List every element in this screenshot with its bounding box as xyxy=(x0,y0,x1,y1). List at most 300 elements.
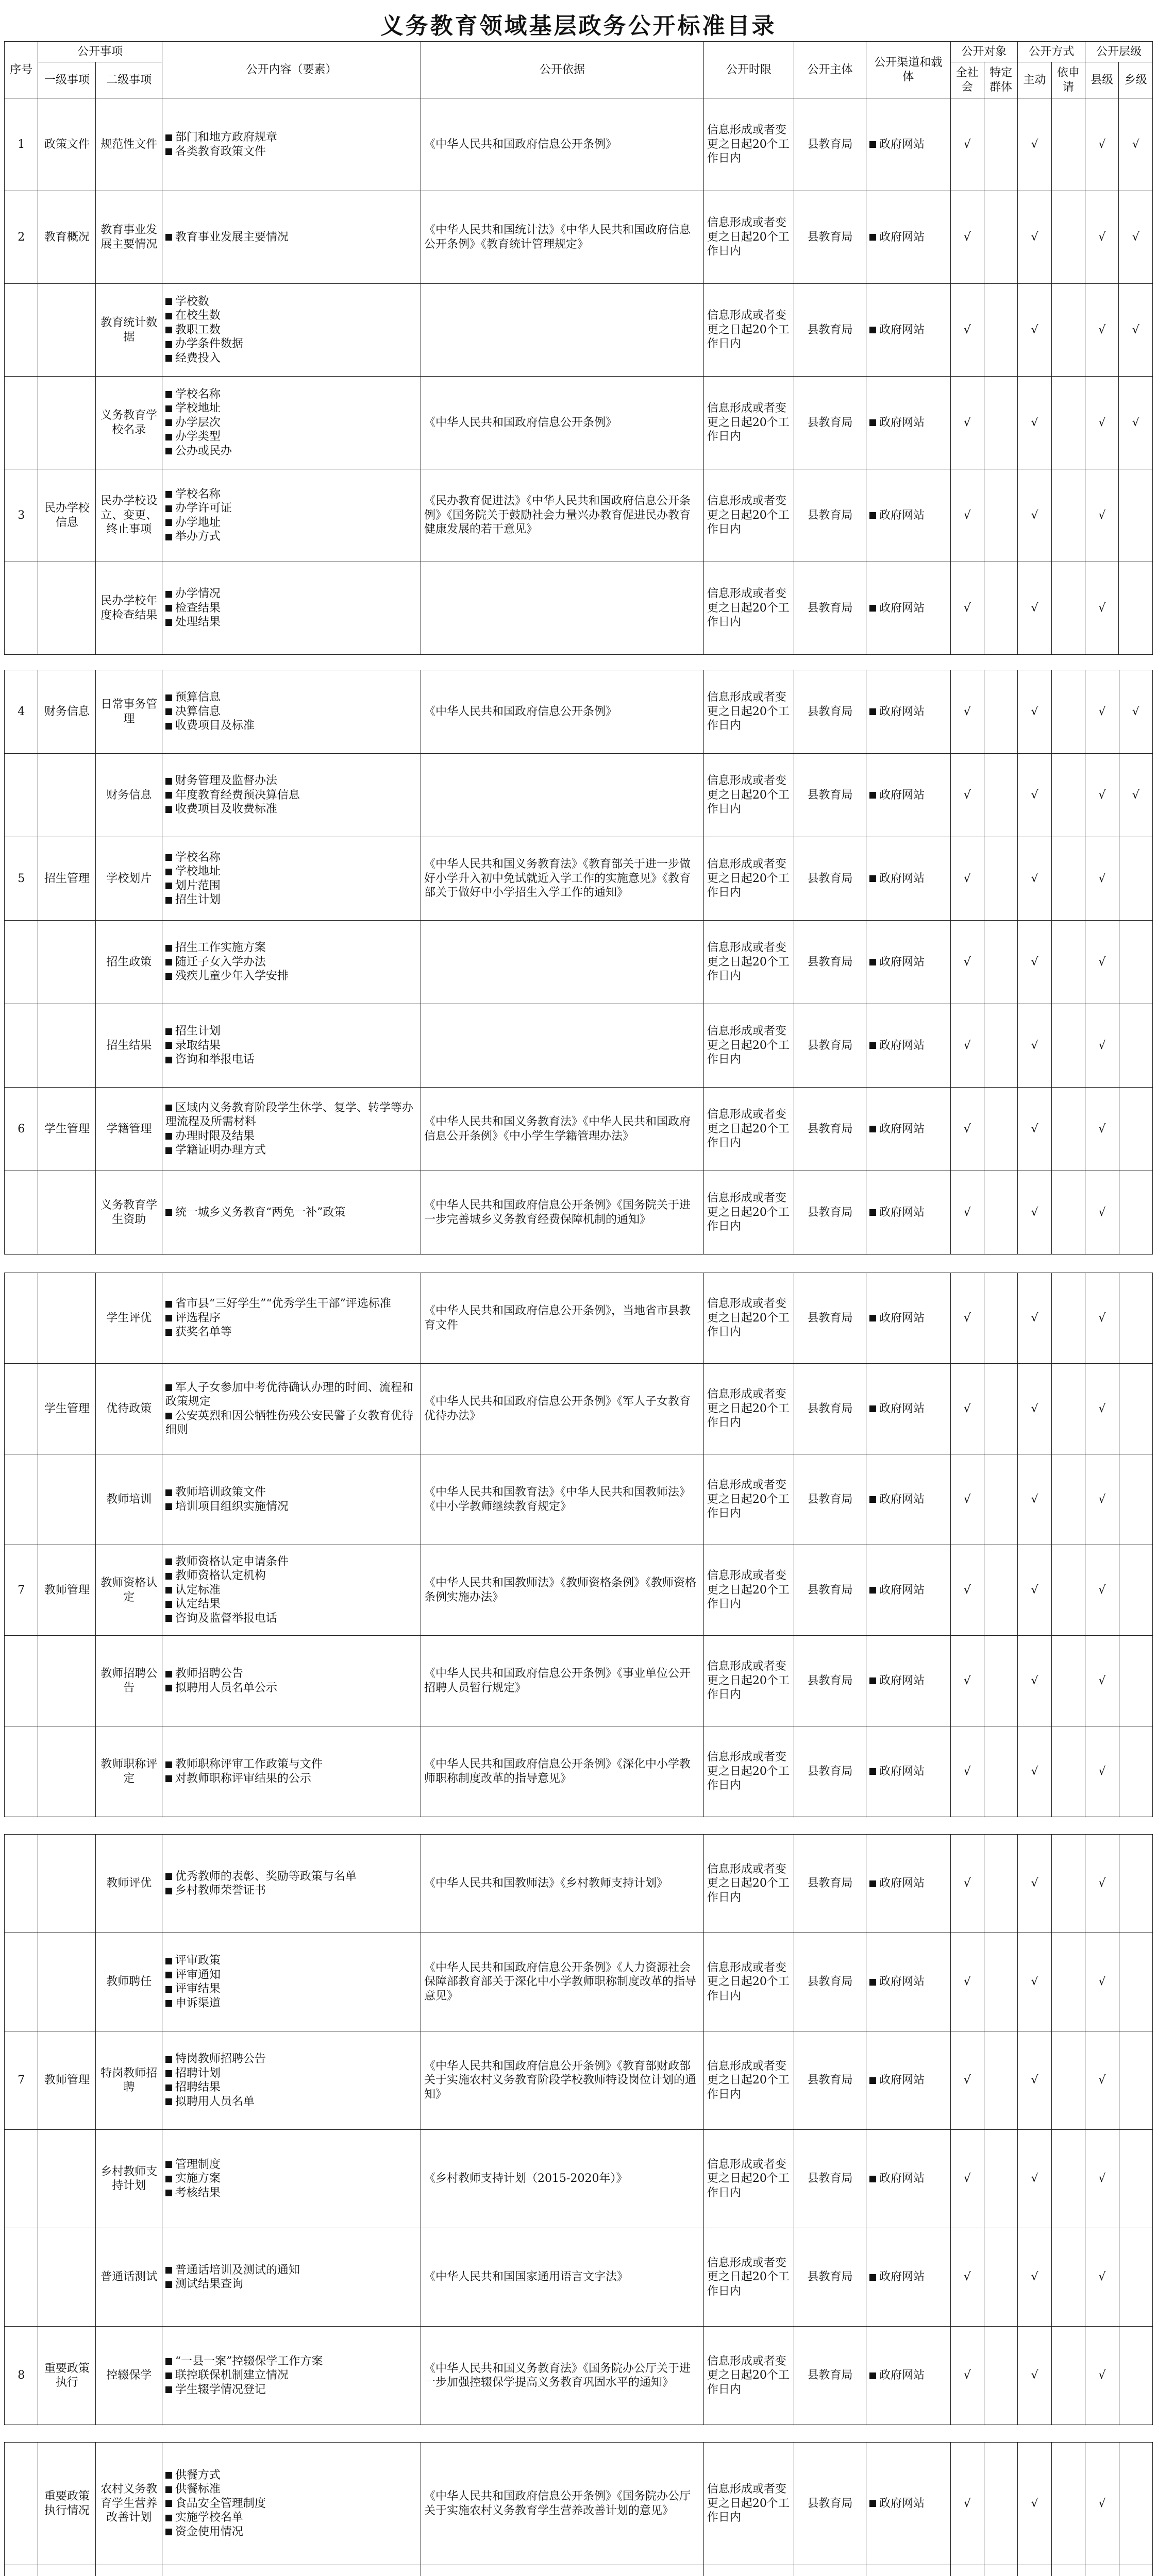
row-l2: 民办学校年度检查结果 xyxy=(96,562,162,655)
row-check-mark xyxy=(984,2031,1017,2130)
row-subject: 县教育局 xyxy=(794,191,866,284)
content-item-text: 预算信息 xyxy=(175,691,221,704)
content-item xyxy=(165,1039,417,1053)
content-item xyxy=(165,2095,417,2109)
content-item-text: 录取结果 xyxy=(175,1039,221,1052)
content-item-text: 统一城乡义务教育“两免一补”政策 xyxy=(175,1206,346,1219)
bullet-square-icon xyxy=(165,491,172,498)
row-time: 信息形成或者变更之日起20个工作日内 xyxy=(703,191,794,284)
row-time: 信息形成或者变更之日起20个工作日内 xyxy=(703,284,794,377)
row-seq xyxy=(5,1364,38,1454)
channel-text: 政府网站 xyxy=(879,1877,925,1890)
row-check-mark xyxy=(1119,1835,1152,1933)
bullet-square-icon xyxy=(869,792,876,799)
row-check-mark: √ xyxy=(1018,1364,1051,1454)
table-row xyxy=(5,921,1153,1004)
content-item xyxy=(165,387,417,402)
row-check-mark xyxy=(1119,2565,1152,2576)
row-check-mark xyxy=(1119,1171,1152,1255)
content-item-text: 区域内义务教育阶段学生休学、复学、转学等办理流程及所需材料 xyxy=(165,1101,413,1128)
row-l2: 特岗教师招聘 xyxy=(96,2031,162,2130)
row-basis: 《中华人民共和国政府信息公开条例》《深化中小学教师职称制度改革的指导意见》 xyxy=(421,1726,704,1817)
content-item-text: 残疾儿童少年入学安排 xyxy=(175,970,289,983)
row-seq xyxy=(5,2565,38,2576)
row-check-mark: √ xyxy=(1018,2031,1051,2130)
bullet-square-icon xyxy=(165,148,172,155)
row-l1: 财务信息 xyxy=(38,670,96,754)
row-l2: 教育统计数据 xyxy=(96,284,162,377)
content-item xyxy=(165,1772,417,1786)
row-check-mark xyxy=(984,284,1017,377)
row-check-mark xyxy=(984,1171,1017,1255)
row-l2: 民办学校设立、变更、终止事项 xyxy=(96,469,162,562)
row-time: 信息形成或者变更之日起20个工作日内 xyxy=(703,1364,794,1454)
bullet-square-icon xyxy=(869,1209,876,1216)
channel-text: 政府网站 xyxy=(879,1493,925,1506)
channel-text: 政府网站 xyxy=(879,705,925,718)
table-row xyxy=(5,98,1153,191)
row-check-mark: √ xyxy=(1018,191,1051,284)
row-check-mark: √ xyxy=(1085,2327,1119,2425)
bullet-square-icon xyxy=(165,1133,172,1140)
table-row xyxy=(5,1004,1153,1088)
row-l1 xyxy=(38,1835,96,1933)
table-row xyxy=(5,1454,1153,1545)
row-content xyxy=(162,1004,421,1088)
content-item-text: 办学许可证 xyxy=(175,502,232,515)
content-item xyxy=(165,516,417,530)
content-item-text: 军人子女参加中考优待确认办理的时间、流程和政策规定 xyxy=(165,1381,413,1408)
content-item xyxy=(165,2354,417,2369)
row-content xyxy=(162,98,421,191)
table-row xyxy=(5,562,1153,655)
row-subject: 县教育局 xyxy=(794,670,866,754)
row-channel xyxy=(866,1636,950,1726)
row-seq xyxy=(5,562,38,655)
bullet-square-icon xyxy=(869,2176,876,2182)
row-l1 xyxy=(38,754,96,837)
bullet-square-icon xyxy=(869,605,876,612)
row-seq: 1 xyxy=(5,98,38,191)
row-time: 信息形成或者变更之日起20个工作日内 xyxy=(703,1171,794,1255)
row-basis: 《中华人民共和国政府信息公开条例》 xyxy=(421,377,704,469)
row-check-mark: √ xyxy=(1085,921,1119,1004)
row-check-mark xyxy=(984,377,1017,469)
content-item xyxy=(165,2525,417,2539)
channel-text: 政府网站 xyxy=(879,1674,925,1687)
bullet-square-icon xyxy=(165,1209,172,1216)
bullet-square-icon xyxy=(165,355,172,362)
header-mode_active: 主动 xyxy=(1018,62,1051,98)
row-check-mark xyxy=(984,1364,1017,1454)
table-row xyxy=(5,284,1153,377)
row-seq xyxy=(5,1933,38,2031)
row-time: 信息形成或者变更之日起20个工作日内 xyxy=(703,1726,794,1817)
content-item xyxy=(165,865,417,879)
bullet-square-icon xyxy=(869,1496,876,1503)
bullet-square-icon xyxy=(165,591,172,598)
bullet-square-icon xyxy=(165,1615,172,1622)
bullet-square-icon xyxy=(869,2500,876,2507)
row-check-mark: √ xyxy=(950,2031,984,2130)
bullet-square-icon xyxy=(165,1685,172,1691)
header-level: 公开层级 xyxy=(1085,42,1153,62)
row-content xyxy=(162,837,421,921)
bullet-square-icon xyxy=(165,505,172,512)
content-item-text: 部门和地方政府规章 xyxy=(175,131,277,144)
row-l2: 控辍保学 xyxy=(96,2327,162,2425)
row-check-mark xyxy=(1051,2327,1085,2425)
bullet-square-icon xyxy=(165,959,172,965)
row-check-mark xyxy=(1051,1454,1085,1545)
catalog-table xyxy=(4,2442,1153,2576)
row-check-mark xyxy=(1051,837,1085,921)
row-time: 信息形成或者变更之日起20个工作日内 xyxy=(703,2031,794,2130)
content-item xyxy=(165,1555,417,1569)
bullet-square-icon xyxy=(165,1986,172,1993)
bullet-square-icon xyxy=(869,234,876,241)
row-check-mark: √ xyxy=(1018,1088,1051,1171)
content-item-text: 管理制度 xyxy=(175,2158,221,2171)
channel-text: 政府网站 xyxy=(879,872,925,885)
row-check-mark: √ xyxy=(1018,284,1051,377)
row-content xyxy=(162,1933,421,2031)
row-channel xyxy=(866,921,950,1004)
row-check-mark xyxy=(1119,1636,1152,1726)
row-basis: 《中华人民共和国义务教育法》《教育部关于进一步做好小学升入初中免试就近入学工作的实施意见》《教育部关于做好中小学招生入学工作的通知》 xyxy=(421,837,704,921)
row-check-mark xyxy=(984,2443,1017,2565)
row-seq xyxy=(5,1273,38,1364)
channel-text: 政府网站 xyxy=(879,2270,925,2284)
row-content xyxy=(162,2327,421,2425)
row-seq: 3 xyxy=(5,469,38,562)
row-channel xyxy=(866,754,950,837)
row-basis: 《中华人民共和国统计法》《中华人民共和国政府信息公开条例》《教育统计管理规定》 xyxy=(421,191,704,284)
row-check-mark: √ xyxy=(1018,1726,1051,1817)
row-l1: 教师管理 xyxy=(38,2031,96,2130)
row-channel xyxy=(866,2565,950,2576)
row-content xyxy=(162,377,421,469)
row-basis: 《乡村教师支持计划（2015-2020年）》 xyxy=(421,2130,704,2228)
bullet-square-icon xyxy=(165,1315,172,1321)
row-seq: 8 xyxy=(5,2327,38,2425)
table-row xyxy=(5,1273,1153,1364)
row-subject: 县教育局 xyxy=(794,1004,866,1088)
bullet-square-icon xyxy=(165,534,172,540)
row-check-mark xyxy=(1119,921,1152,1004)
row-basis: 《中华人民共和国教师法》《乡村教师支持计划》 xyxy=(421,1835,704,1933)
content-item xyxy=(165,1870,417,1884)
content-item-text: 联控联保机制建立情况 xyxy=(175,2369,289,2382)
row-check-mark: √ xyxy=(1018,1835,1051,1933)
content-item-text: “一县一案”控辍保学工作方案 xyxy=(175,2354,323,2368)
row-check-mark xyxy=(1051,469,1085,562)
row-time: 信息形成或者变更之日起20个工作日内 xyxy=(703,562,794,655)
row-check-mark: √ xyxy=(950,1004,984,1088)
row-check-mark xyxy=(984,562,1017,655)
row-content xyxy=(162,754,421,837)
content-item-text: 检查结果 xyxy=(175,601,221,615)
row-l2: 教师评优 xyxy=(96,1835,162,1933)
table-row xyxy=(5,1726,1153,1817)
row-l2: 教师职称评定 xyxy=(96,1726,162,1817)
row-time: 信息形成或者变更之日起20个工作日内 xyxy=(703,469,794,562)
header-target: 公开对象 xyxy=(950,42,1018,62)
row-seq: 6 xyxy=(5,1088,38,1171)
row-check-mark xyxy=(1051,377,1085,469)
row-subject: 县教育局 xyxy=(794,469,866,562)
row-check-mark: √ xyxy=(950,2327,984,2425)
row-check-mark: √ xyxy=(950,562,984,655)
row-check-mark: √ xyxy=(1018,1273,1051,1364)
content-item-text: 测试结果查询 xyxy=(175,2278,243,2291)
content-item-text: 教师资格认定机构 xyxy=(175,1569,266,1583)
content-item-text: 咨询及监督举报电话 xyxy=(175,1612,277,1625)
channel-text: 政府网站 xyxy=(879,2172,925,2185)
row-time: 信息形成或者变更之日起20个工作日内 xyxy=(703,1273,794,1364)
row-time: 信息形成或者变更之日起20个工作日内 xyxy=(703,1835,794,1933)
row-check-mark: √ xyxy=(1085,1273,1119,1364)
table-row xyxy=(5,1545,1153,1636)
content-item xyxy=(165,2052,417,2066)
row-subject: 县教育局 xyxy=(794,1088,866,1171)
row-check-mark: √ xyxy=(1018,2228,1051,2327)
header-level_town: 乡级 xyxy=(1119,62,1153,98)
row-l2: 优待政策 xyxy=(96,1364,162,1454)
content-item-text: 拟聘用人员名单公示 xyxy=(175,1681,277,1694)
row-content xyxy=(162,670,421,754)
content-item-text: 处理结果 xyxy=(175,616,221,629)
row-check-mark: √ xyxy=(1085,562,1119,655)
row-check-mark: √ xyxy=(1119,377,1153,469)
row-check-mark xyxy=(1119,2130,1152,2228)
content-item xyxy=(165,969,417,984)
row-check-mark: √ xyxy=(1085,1726,1119,1817)
content-item-text: 决算信息 xyxy=(175,705,221,718)
header-matter_l1: 一级事项 xyxy=(38,62,96,98)
row-content xyxy=(162,191,421,284)
row-content xyxy=(162,2130,421,2228)
content-item-text: 乡村教师荣誉证书 xyxy=(175,1884,266,1897)
row-check-mark xyxy=(1119,562,1153,655)
header-seq: 序号 xyxy=(5,42,38,98)
row-channel xyxy=(866,1364,950,1454)
channel-text: 政府网站 xyxy=(879,955,925,969)
bullet-square-icon xyxy=(165,897,172,904)
row-check-mark: √ xyxy=(1085,469,1119,562)
bullet-square-icon xyxy=(165,298,172,305)
row-check-mark: √ xyxy=(1085,1364,1119,1454)
row-check-mark: √ xyxy=(1085,670,1119,754)
row-check-mark xyxy=(984,921,1017,1004)
content-item xyxy=(165,1681,417,1696)
row-l2: 乡村教师支持计划 xyxy=(96,2130,162,2228)
channel-text: 政府网站 xyxy=(879,2497,925,2510)
row-l2: 义务教育学校名录 xyxy=(96,377,162,469)
row-l1 xyxy=(38,921,96,1004)
content-item xyxy=(165,851,417,865)
row-check-mark: √ xyxy=(1018,2327,1051,2425)
content-item xyxy=(165,1612,417,1626)
bullet-square-icon xyxy=(165,1413,172,1419)
row-content xyxy=(162,1636,421,1726)
row-check-mark xyxy=(1051,921,1085,1004)
row-check-mark xyxy=(1119,1726,1152,1817)
row-check-mark: √ xyxy=(1085,1545,1119,1636)
content-item-text: 财务管理及监督办法 xyxy=(175,774,277,788)
content-item-text: 申诉渠道 xyxy=(175,1996,221,2010)
row-check-mark xyxy=(1051,1933,1085,2031)
row-l1: 招生管理 xyxy=(38,837,96,921)
row-seq xyxy=(5,754,38,837)
row-time: 信息形成或者变更之日起20个工作日内 xyxy=(703,1933,794,2031)
content-item xyxy=(165,1053,417,1067)
content-item xyxy=(165,501,417,516)
bullet-square-icon xyxy=(165,519,172,526)
header-time: 公开时限 xyxy=(703,42,794,98)
row-check-mark: √ xyxy=(1085,377,1119,469)
row-time: 信息形成或者变更之日起20个工作日内 xyxy=(703,1636,794,1726)
bullet-square-icon xyxy=(165,2190,172,2196)
row-check-mark: √ xyxy=(1085,98,1119,191)
content-item-text: 评选程序 xyxy=(175,1311,221,1325)
row-seq xyxy=(5,2228,38,2327)
bullet-square-icon xyxy=(165,1873,172,1880)
row-seq xyxy=(5,921,38,1004)
content-item-text: 招生计划 xyxy=(175,1025,221,1038)
row-l1: 学生管理 xyxy=(38,1088,96,1171)
bullet-square-icon xyxy=(165,2056,172,2063)
row-l2: 学校划片 xyxy=(96,837,162,921)
channel-text: 政府网站 xyxy=(879,1206,925,1219)
header-matter: 公开事项 xyxy=(38,42,162,62)
row-check-mark xyxy=(984,2228,1017,2327)
bullet-square-icon xyxy=(165,1761,172,1768)
content-item xyxy=(165,1409,417,1437)
content-item-text: 办理时限及结果 xyxy=(175,1129,255,1143)
row-check-mark xyxy=(1051,1545,1085,1636)
bullet-square-icon xyxy=(165,1888,172,1894)
row-check-mark: √ xyxy=(1018,1545,1051,1636)
row-channel xyxy=(866,191,950,284)
bullet-square-icon xyxy=(165,2070,172,2077)
row-content xyxy=(162,1171,421,1255)
row-check-mark xyxy=(1051,754,1085,837)
channel-text: 政府网站 xyxy=(879,1765,925,1778)
row-basis: 《中华人民共和国教育法》《中华人民共和国教师法》《中小学教师继续教育规定》 xyxy=(421,1454,704,1545)
row-l1 xyxy=(38,1004,96,1088)
content-item-text: 实施方案 xyxy=(175,2172,221,2185)
row-subject: 县教育局 xyxy=(794,1545,866,1636)
row-time: 信息形成或者变更之日起20个工作日内 xyxy=(703,1545,794,1636)
bullet-square-icon xyxy=(869,1677,876,1684)
content-item xyxy=(165,1667,417,1681)
row-check-mark: √ xyxy=(1018,562,1051,655)
catalog-panel xyxy=(4,1273,1153,1817)
content-item-text: 各类教育政策文件 xyxy=(175,145,266,158)
row-check-mark: √ xyxy=(1085,1636,1119,1726)
row-check-mark: √ xyxy=(950,2130,984,2228)
bullet-square-icon xyxy=(869,2372,876,2379)
row-l2: 义务教育学生资助 xyxy=(96,1171,162,1255)
catalog-table xyxy=(4,1834,1153,2425)
row-content xyxy=(162,562,421,655)
content-item xyxy=(165,893,417,907)
row-l1 xyxy=(38,1726,96,1817)
row-l2: 财务信息 xyxy=(96,754,162,837)
content-item xyxy=(165,2172,417,2186)
row-check-mark: √ xyxy=(950,921,984,1004)
row-seq: 4 xyxy=(5,670,38,754)
row-l2: 招生政策 xyxy=(96,921,162,1004)
row-channel xyxy=(866,1835,950,1933)
table-row xyxy=(5,2443,1153,2565)
bullet-square-icon xyxy=(165,2267,172,2274)
row-check-mark: √ xyxy=(1085,2443,1119,2565)
content-item-text: 教育事业发展主要情况 xyxy=(175,230,289,244)
content-item xyxy=(165,2468,417,2483)
bullet-square-icon xyxy=(165,1301,172,1308)
content-item xyxy=(165,941,417,955)
content-item xyxy=(165,2158,417,2172)
channel-text: 政府网站 xyxy=(879,2074,925,2087)
content-item xyxy=(165,309,417,323)
row-check-mark: √ xyxy=(950,1454,984,1545)
channel-text: 政府网站 xyxy=(879,1311,925,1325)
table-row xyxy=(5,1933,1153,2031)
bullet-square-icon xyxy=(165,2529,172,2535)
content-item xyxy=(165,1996,417,2011)
row-check-mark xyxy=(984,2565,1017,2576)
row-check-mark: √ xyxy=(1085,284,1119,377)
row-seq xyxy=(5,1636,38,1726)
table-row xyxy=(5,191,1153,284)
content-item xyxy=(165,2277,417,2292)
content-item-text: 招聘计划 xyxy=(175,2066,221,2080)
catalog-table xyxy=(4,1273,1153,1817)
row-content xyxy=(162,1835,421,1933)
content-item-text: 学校地址 xyxy=(175,865,221,878)
row-check-mark: √ xyxy=(1085,191,1119,284)
bullet-square-icon xyxy=(165,1028,172,1035)
content-item xyxy=(165,1884,417,1898)
content-item xyxy=(165,788,417,803)
row-channel xyxy=(866,98,950,191)
content-item xyxy=(165,2511,417,2525)
row-l2: 招生结果 xyxy=(96,1004,162,1088)
bullet-square-icon xyxy=(165,945,172,952)
row-check-mark xyxy=(984,1636,1017,1726)
content-item xyxy=(165,2080,417,2095)
row-check-mark xyxy=(984,1004,1017,1088)
row-check-mark: √ xyxy=(1018,670,1051,754)
table-row xyxy=(5,1088,1153,1171)
row-check-mark: √ xyxy=(1085,1171,1119,1255)
content-item xyxy=(165,690,417,705)
row-l2: 学生评优 xyxy=(96,1273,162,1364)
row-channel xyxy=(866,2443,950,2565)
row-seq xyxy=(5,1835,38,1933)
row-check-mark: √ xyxy=(950,284,984,377)
content-item xyxy=(165,530,417,544)
bullet-square-icon xyxy=(165,1601,172,1608)
row-check-mark xyxy=(1051,1835,1085,1933)
row-check-mark: √ xyxy=(1018,921,1051,1004)
content-item xyxy=(165,2482,417,2497)
table-row xyxy=(5,2565,1153,2576)
content-item xyxy=(165,1143,417,1158)
header-mode_apply: 依申请 xyxy=(1051,62,1085,98)
